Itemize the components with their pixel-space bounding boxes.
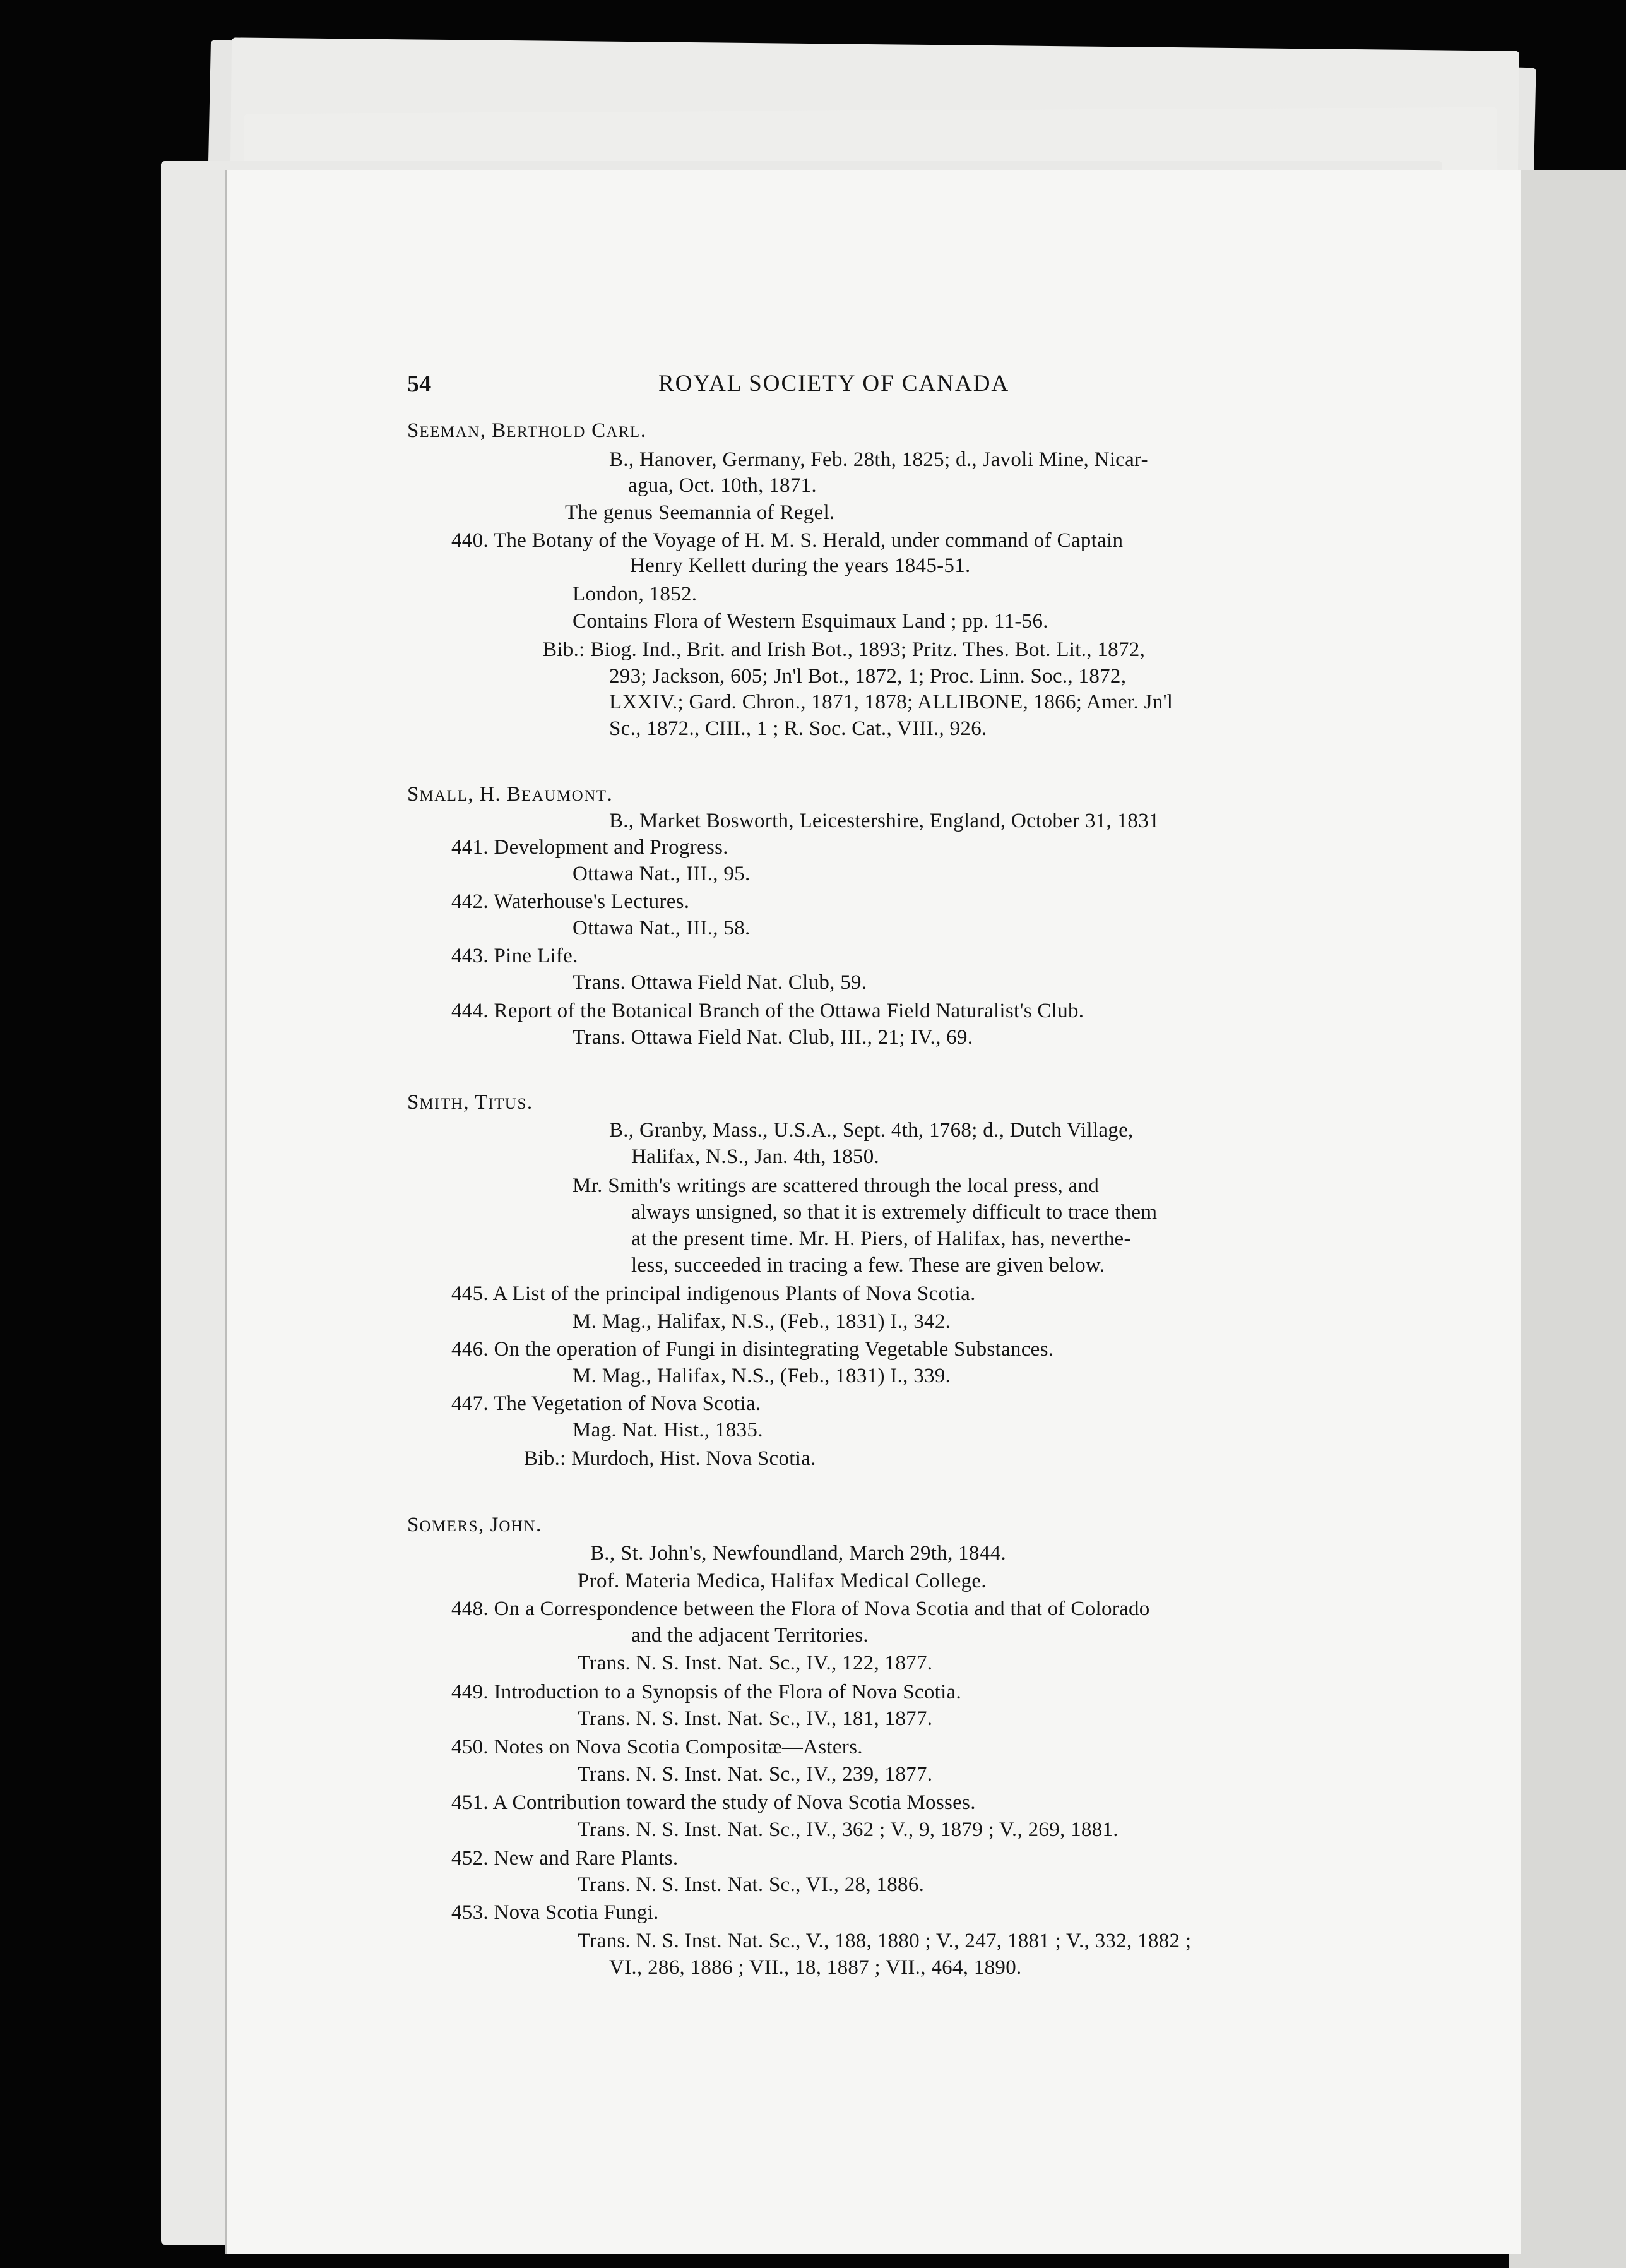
entry-line: Trans. N. S. Inst. Nat. Sc., IV., 239, 1877. — [578, 1763, 933, 1786]
entry-line: B., Market Bosworth, Leicestershire, England, October 31, 1831 — [609, 809, 1160, 832]
entry-line: VI., 286, 1886 ; VII., 18, 1887 ; VII., 464, 1890. — [609, 1956, 1022, 1979]
entry-line: 441. Development and Progress. — [451, 836, 728, 859]
author-name: SMITH, TITUS. — [407, 1091, 533, 1114]
entry-line: Trans. N. S. Inst. Nat. Sc., IV., 181, 1877. — [578, 1707, 933, 1730]
entry-line: Ottawa Nat., III., 58. — [573, 917, 751, 940]
entry-line: Trans. Ottawa Field Nat. Club, 59. — [573, 971, 867, 994]
entry-line: London, 1852. — [573, 583, 697, 606]
entry-line: at the present time. Mr. H. Piers, of Halifax, has, neverthe- — [631, 1227, 1131, 1250]
entry-line: 447. The Vegetation of Nova Scotia. — [451, 1392, 761, 1415]
entry-line: Halifax, N.S., Jan. 4th, 1850. — [631, 1145, 880, 1168]
author-name: SMALL, H. BEAUMONT. — [407, 783, 613, 806]
page-number: 54 — [407, 371, 432, 397]
entry-line: Trans. N. S. Inst. Nat. Sc., IV., 362 ; V., 9, 1879 ; V., 269, 1881. — [578, 1818, 1119, 1841]
entry-line: 293; Jackson, 605; Jn'l Bot., 1872, 1; Proc. Linn. Soc., 1872, — [609, 665, 1127, 688]
entry-line: Bib.: Murdoch, Hist. Nova Scotia. — [524, 1447, 816, 1470]
entry-line: 448. On a Correspondence between the Flora of Nova Scotia and that of Colorado — [451, 1597, 1150, 1620]
entry-line: Prof. Materia Medica, Halifax Medical College. — [578, 1570, 987, 1592]
entry-line: 444. Report of the Botanical Branch of the Ottawa Field Naturalist's Club. — [451, 1000, 1084, 1022]
entry-line: 442. Waterhouse's Lectures. — [451, 890, 690, 913]
adjacent-page-edge — [1509, 170, 1626, 2268]
author-name: SOMERS, JOHN. — [407, 1513, 542, 1536]
entry-line: Mr. Smith's writings are scattered through the local press, and — [573, 1174, 1100, 1197]
entry-line: 446. On the operation of Fungi in disintegrating Vegetable Substances. — [451, 1338, 1054, 1361]
entry-line: agua, Oct. 10th, 1871. — [628, 474, 817, 497]
entry-line: Bib.: Biog. Ind., Brit. and Irish Bot., 1893; Pritz. Thes. Bot. Lit., 1872, — [543, 638, 1146, 661]
entry-line: and the adjacent Territories. — [631, 1624, 869, 1647]
entry-line: Trans. N. S. Inst. Nat. Sc., IV., 122, 1877. — [578, 1652, 933, 1674]
document-page — [227, 170, 1521, 2254]
entry-line: M. Mag., Halifax, N.S., (Feb., 1831) I., 339. — [573, 1364, 951, 1387]
running-head: ROYAL SOCIETY OF CANADA — [658, 371, 1010, 397]
entry-line: 451. A Contribution toward the study of Nova Scotia Mosses. — [451, 1791, 976, 1814]
entry-line: Trans. Ottawa Field Nat. Club, III., 21; IV., 69. — [573, 1026, 973, 1049]
page-text — [227, 170, 1521, 2254]
entry-line: 440. The Botany of the Voyage of H. M. S. Herald, under command of Captain — [451, 529, 1124, 552]
entry-line: 449. Introduction to a Synopsis of the Flora of Nova Scotia. — [451, 1681, 962, 1704]
entry-line: Trans. N. S. Inst. Nat. Sc., V., 188, 1880 ; V., 247, 1881 ; V., 332, 1882 ; — [578, 1930, 1192, 1952]
author-name: SEEMAN, BERTHOLD CARL. — [407, 419, 646, 442]
entry-line: M. Mag., Halifax, N.S., (Feb., 1831) I., 342. — [573, 1310, 951, 1333]
entry-line: less, succeeded in tracing a few. These are given below. — [631, 1254, 1105, 1277]
entry-line: 450. Notes on Nova Scotia Compositæ—Asters. — [451, 1736, 863, 1758]
entry-line: B., Granby, Mass., U.S.A., Sept. 4th, 1768; d., Dutch Village, — [609, 1119, 1134, 1142]
entry-line: The genus Seemannia of Regel. — [565, 501, 835, 524]
entry-line: Contains Flora of Western Esquimaux Land ; pp. 11-56. — [573, 610, 1048, 633]
entry-line: Ottawa Nat., III., 95. — [573, 862, 751, 885]
entry-line: Sc., 1872., CIII., 1 ; R. Soc. Cat., VIII., 926. — [609, 717, 987, 740]
entry-line: 443. Pine Life. — [451, 945, 578, 967]
entry-line: B., St. John's, Newfoundland, March 29th, 1844. — [590, 1542, 1006, 1565]
entry-line: LXXIV.; Gard. Chron., 1871, 1878; ALLIBONE, 1866; Amer. Jn'l — [609, 691, 1173, 713]
entry-line: 452. New and Rare Plants. — [451, 1847, 679, 1870]
entry-line: 453. Nova Scotia Fungi. — [451, 1901, 659, 1924]
entry-line: 445. A List of the principal indigenous Plants of Nova Scotia. — [451, 1282, 976, 1305]
entry-line: Henry Kellett during the years 1845-51. — [630, 554, 971, 577]
entry-line: Mag. Nat. Hist., 1835. — [573, 1419, 763, 1441]
entry-line: always unsigned, so that it is extremely difficult to trace them — [631, 1201, 1158, 1224]
entry-line: B., Hanover, Germany, Feb. 28th, 1825; d., Javoli Mine, Nicar- — [609, 448, 1148, 471]
entry-line: Trans. N. S. Inst. Nat. Sc., VI., 28, 1886. — [578, 1873, 925, 1896]
